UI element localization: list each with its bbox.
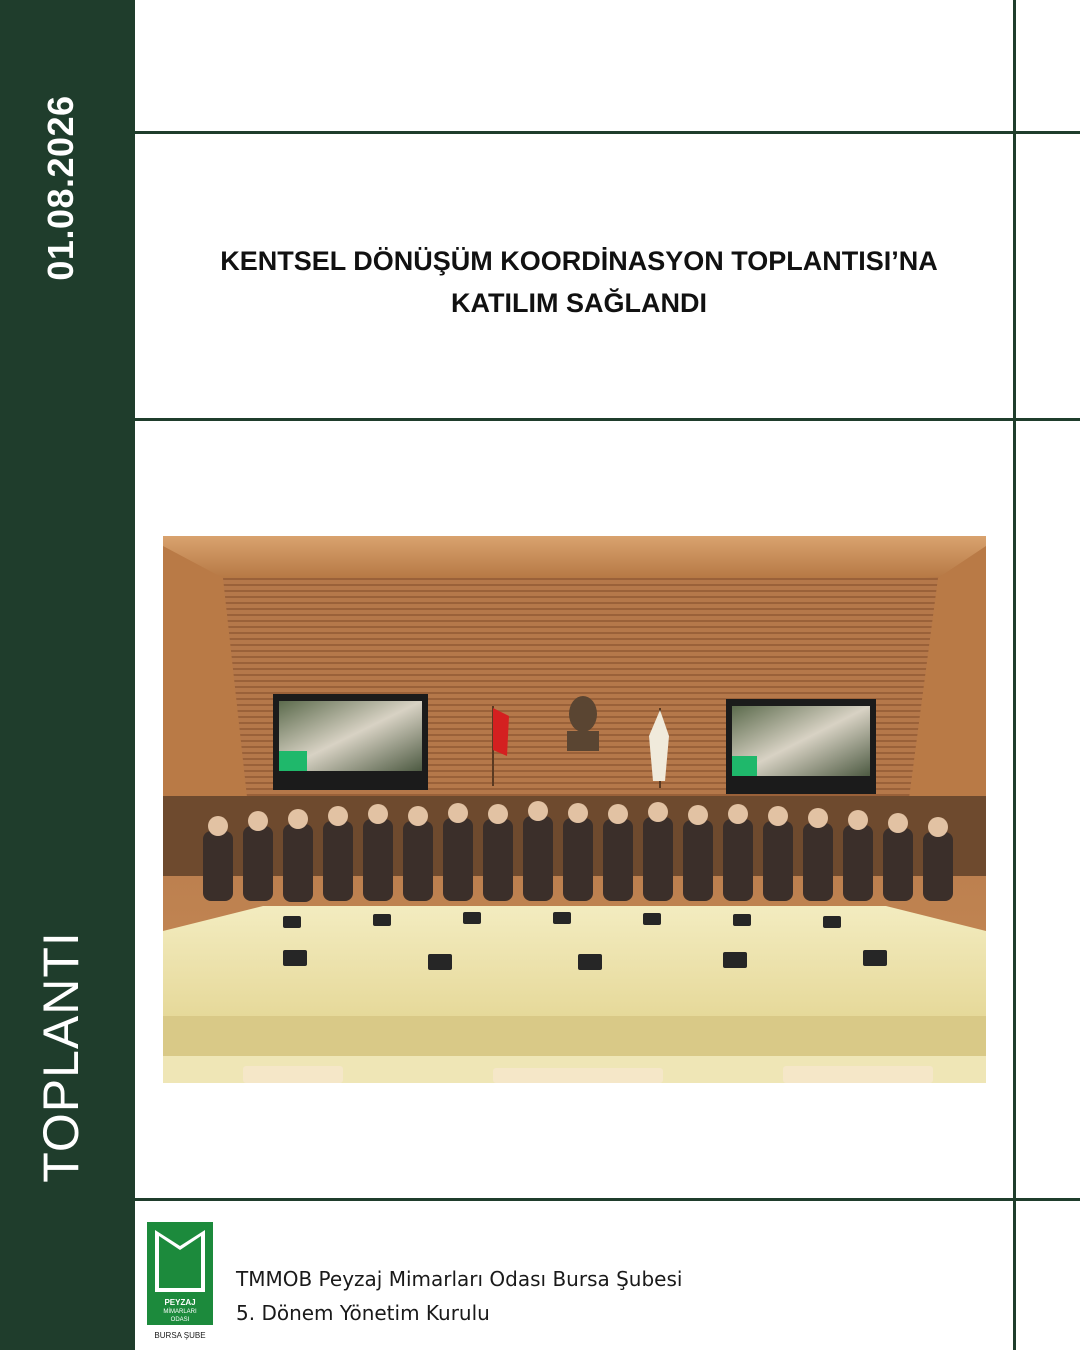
meeting-photo <box>163 536 986 1083</box>
logo-line-2: MİMARLARI <box>163 1309 197 1315</box>
board-name: 5. Dönem Yönetim Kurulu <box>236 1301 490 1325</box>
category-label: TOPLANTI <box>33 931 89 1183</box>
divider-bottom <box>135 1198 1080 1201</box>
sidebar <box>0 0 135 1350</box>
organization-logo <box>145 1220 215 1342</box>
logo-caption: BURSA ŞUBE <box>154 1331 206 1340</box>
divider-top <box>135 131 1080 134</box>
book-emblem-icon <box>145 1220 215 1342</box>
title-line-2: KATILIM SAĞLANDI <box>451 288 707 318</box>
page-title <box>150 240 1008 324</box>
logo-line-1: PEYZAJ <box>164 1298 196 1307</box>
divider-vertical <box>1013 0 1016 1350</box>
logo-line-3: ODASI <box>170 1317 190 1323</box>
post-date: 01.08.2026 <box>40 95 81 281</box>
meeting-hall-illustration <box>163 536 986 1083</box>
divider-middle <box>135 418 1080 421</box>
title-line-1: KENTSEL DÖNÜŞÜM KOORDİNASYON TOPLANTISI’NA <box>220 246 938 276</box>
organization-name: TMMOB Peyzaj Mimarları Odası Bursa Şubesi <box>236 1267 683 1291</box>
